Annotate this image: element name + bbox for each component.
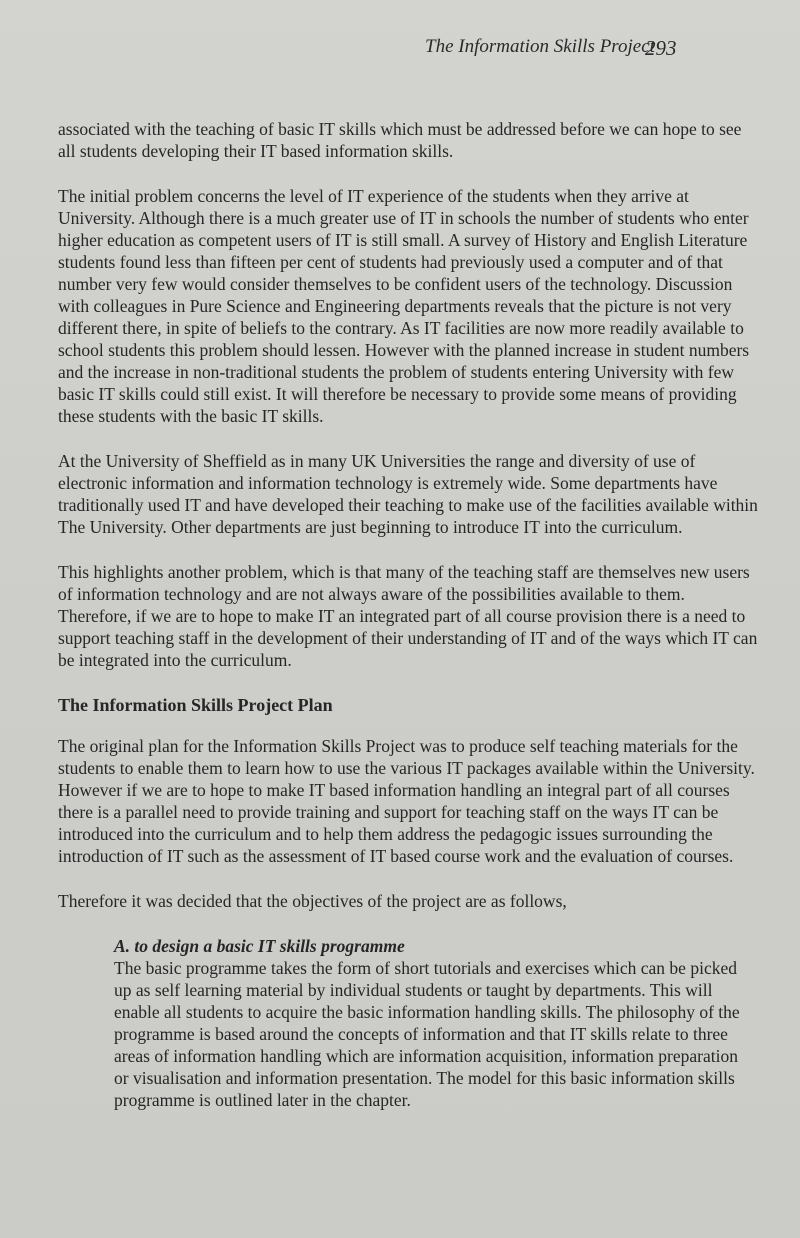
paragraph-objectives-intro: Therefore it was decided that the objectives of the project are as follows, <box>58 891 567 911</box>
paragraph-sheffield: At the University of Sheffield as in many UK Universities the range and diversity of use of electronic information and information technology is extremely wide. Some departments have traditionally used IT and have developed their teaching to make use of the facilities available within The University. Other departments are just beginning to introduce IT into the curriculum. <box>58 451 758 537</box>
objective-a-text: The basic programme takes the form of short tutorials and exercises which can be picked up as self learning material by individual students or taught by departments. This will enable all students to acquire the basic information handling skills. The philosophy of the programme is based around the concepts of information and that IT skills relate to three areas of information handling which are information acquisition, information preparation or visualisation and information presentation. The model for this basic information skills programme is outlined later in the chapter. <box>114 958 740 1110</box>
objective-a-title: A. to design a basic IT skills programme <box>114 936 405 956</box>
section-heading: The Information Skills Project Plan <box>58 695 333 715</box>
page-body <box>58 118 758 1111</box>
page-number: 293 <box>645 36 677 60</box>
paragraph-teaching-staff: This highlights another problem, which is that many of the teaching staff are themselves new users of information technology and are not always aware of the possibilities available to them. Therefore, if we are to hope to make IT an integrated part of all course provision there is a need to support teaching staff in the development of their understanding of IT and of the ways which IT can be integrated into the curriculum. <box>58 562 758 670</box>
objective-a <box>114 935 754 1111</box>
paragraph-original-plan: The original plan for the Information Skills Project was to produce self teaching materials for the students to enable them to learn how to use the various IT packages available within the University. However if we are to hope to make IT based information handling an integral part of all courses there is a parallel need to provide training and support for teaching staff on the ways IT can be introduced into the curriculum and to help them address the pedagogic issues surrounding the introduction of IT such as the assessment of IT based course work and the evaluation of courses. <box>58 736 755 866</box>
paragraph-initial-problem: The initial problem concerns the level of IT experience of the students when they arrive at University. Although there is a much greater use of IT in schools the number of students who enter higher education as competent users of IT is still small. A survey of History and English Literature students found less than fifteen per cent of students had previously used a computer and of that number very few would consider themselves to be confident users of the technology. Discussion with colleagues in Pure Science and Engineering departments reveals that the picture is not very different there, in spite of beliefs to the contrary. As IT facilities are now more readily available to school students this problem should lessen. However with the planned increase in student numbers and the increase in non-traditional students the problem of students entering University with few basic IT skills could still exist. It will therefore be necessary to provide some means of providing these students with the basic IT skills. <box>58 186 750 426</box>
paragraph-continuation: associated with the teaching of basic IT skills which must be addressed before we can hope to see all students developing their IT based information skills. <box>58 119 742 161</box>
running-head: The Information Skills Project <box>425 36 655 57</box>
